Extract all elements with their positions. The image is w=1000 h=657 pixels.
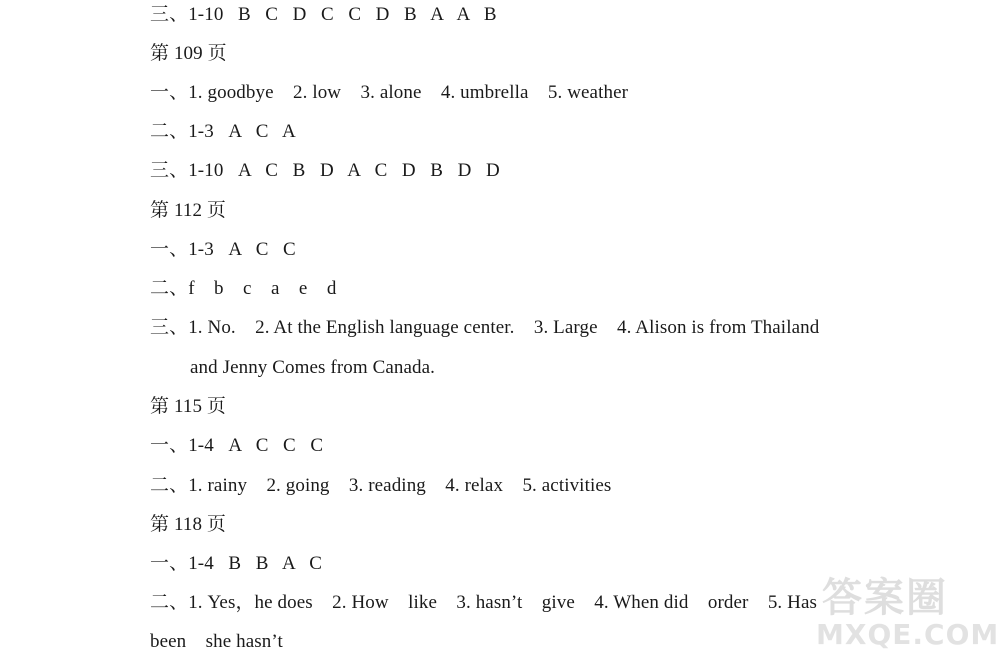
answer-line: 一、1. goodbye 2. low 3. alone 4. umbrella 5. weather (150, 82, 629, 103)
site-watermark (816, 566, 1000, 654)
answer-line: 一、1-4 A C C C (150, 435, 324, 456)
page-number-heading: 第 115 页 (150, 396, 226, 417)
answer-line: 二、1-3 A C A (150, 121, 296, 142)
answer-line-continuation: been she hasn’t (150, 631, 283, 652)
answer-line: 三、1-10 A C B D A C D B D D (150, 160, 500, 181)
page-number-heading: 第 109 页 (150, 43, 227, 64)
answer-line: 二、f b c a e d (150, 278, 337, 299)
answer-line: 三、1. No. 2. At the English language center. 3. Large 4. Alison is from Thailand (150, 317, 820, 338)
page-number-heading: 第 112 页 (150, 200, 226, 221)
answer-line: 二、1. rainy 2. going 3. reading 4. relax 5. activities (150, 475, 612, 496)
page-number-heading: 第 118 页 (150, 514, 226, 535)
answer-line: 三、1-10 B C D C C D B A A B (150, 4, 497, 25)
watermark-logo-text: 答案圈 (822, 575, 948, 621)
watermark-domain-text: MXQE.COM (816, 618, 1000, 651)
answer-line-continuation: and Jenny Comes from Canada. (190, 357, 435, 378)
answer-line: 一、1-3 A C C (150, 239, 296, 260)
answer-line: 一、1-4 B B A C (150, 553, 323, 574)
answer-line: 二、1. Yes，he does 2. How like 3. hasn’t give 4. When did order 5. Has (150, 592, 817, 613)
